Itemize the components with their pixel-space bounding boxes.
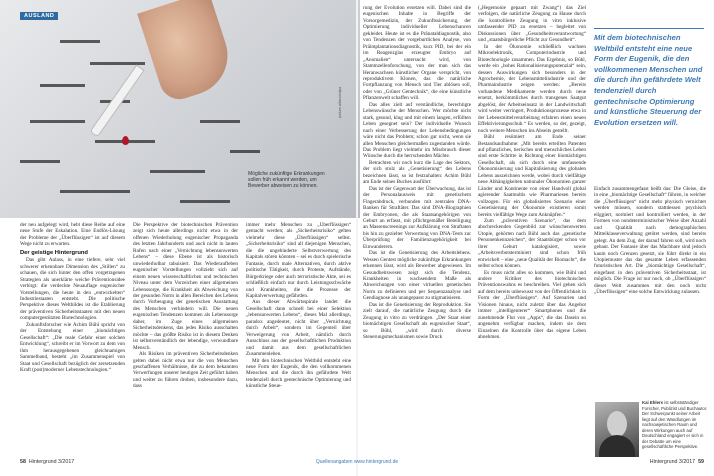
page-gutter bbox=[356, 0, 358, 476]
author-name: Kai Ehlers bbox=[642, 400, 664, 405]
paragraph: Das ist die Genetisierung des Arbeitslebens. Wessen Gentest mögliche zukünftige Erkrankungen erkennen lässt, wird als Bewerber abgewiesen. Im Gesundheitswesen zeigt sich die Tendenz, Krankheiten in wachsendem Maße als Abweichungen von einer virtuellen genetischen Norm zu definieren und per Sequenzanalyse und Gendiagnose als unangepasst zu stigmatisieren. bbox=[363, 250, 471, 302]
author-photo bbox=[595, 402, 639, 457]
paragraph: rung der Evolution ersetzen will. Dabei sind die eugenischen Inhalte in Begriffe der Vorsorgemedizin, der Zukunftssicherung, der Optimierung individueller Lebenschancen gekleidet. Heute ist es die Pränataldiagnostik, also von Tendenzen der vorgeburtlichen Analyse, von Präimplantationsdiagnostik, kurz PID, bei der ein im Reagenzglas erzeugter Embryo auf „Anomalien“ untersucht wird, von Stammzellenforschung, von der man sich das Heranwachsen künstlicher Organe verspricht, von reproduktivem Klonen, das die natürliche Fortpflanzung von Mensch und Tier ablösen soll, oder von „Grüner Gentechnik“, die eine künstliche Pflanzenwelt schaffen will. bbox=[363, 5, 471, 102]
author-bio-text: ist selbstständiger Forscher, Publizist und Buchautor. Der Schwerpunkt seiner Arbeit liegt auf den Wandlungen im nachsowjetischen Raum und deren Wirkungen auch auf Deutschland engagiert er sich in der Debatte um eine gesellschaftliche Perspektive. bbox=[642, 400, 708, 449]
paragraph: Bühl resümiert am Ende seiner Bestandsaufnahme: „Mit bereits erteilten Patenten auf pflanzliches, tierisches und menschliches Leben sind erste Schritte in Richtung einer biomächtigen Gesellschaft, als sich durch eine umfassende Ökonomisierung und Kapitalisierung des globalen Lebens auszeichnen werde, wobei durch vielfältige neue Abhängigkeiten nationaler Ökonomien ganzer Länder und Kontinente von einer Handvoll global agierender Saatmultis wie Pharmariesen bereits vollzogen. Für ein globalisiertes Szenario einer Genetisierung der Ökonomie existieren somit bereits vielfältige Wege zum Anknüpfen.“ bbox=[478, 134, 586, 218]
page-number-right: 59 bbox=[698, 459, 704, 465]
paragraph: Einfach zusammengefasst heißt das: Die Gleise, die in eine „biomächtige Gesellschaft“ führen, in welcher die „Überflüssigen“ nicht mehr physisch vernichtet werden müssen, sondern stattdessen psychisch eliggiert, normiert und kontrolliert werden, in der Formen von nondeterministischer Weise über Anzahl und Qualität nach demographischen Mittelklasseverwaltung getötet werden, sind bereits gelegt. An dem Zug, der darauf fahren soll, wird noch gebaut. Der Fantasie über das Machbare sind jedoch kaum noch Grenzen gesetzt, sie führt direkt in ein Utopiemuster das das gesamte Leben erfassenden futuristischen Art. Die „biomächtige Gesellschaft“, eingefasst in den präventiven Sicherheitsstaat, ist möglich. Die Frage ist nur noch, ob „Überflüssigen“ dieser Welt zusammen mit den noch nicht „Überflüssigen“ eine solche Entwicklung zulassen. bbox=[594, 186, 706, 296]
gel-band bbox=[200, 120, 240, 123]
paragraph: Mit den biotechnischen Weltbild entsteht eine neue Form der Eugenik, die den vollkommenen Menschen und die durch ihn gefährdete Welt tendenziell durch gentechnische Optimierung und künstliche Steue- bbox=[246, 357, 351, 390]
gel-band bbox=[40, 84, 85, 87]
column-2 bbox=[133, 222, 238, 454]
gel-band bbox=[150, 170, 205, 173]
gel-band bbox=[20, 160, 60, 163]
subheading: Der geistige Hintergrund bbox=[20, 249, 88, 256]
paragraph: Es muss nicht alles so kommen, wie Bühl und andere Kritiker des biotechnischen Präventionswahns es beschreiben. Viel gehen sich auf dem bereits unbewusst von der Öffentlichkeit in Form der „Überflüssigen“. Auf Szenarien und Visionen hinaus, nicht zuletzt über das Angebot immer „intelligenterer“ Smartphones und die zunehmende Flut von „Apps“, die das Dasein so angenehm verfügbar machen, indem sie dem Einzelnen die Kontrolle über das eigene Leben abnehmen. bbox=[478, 269, 586, 341]
issue-left: Hintergrund 3/2017 bbox=[28, 459, 75, 465]
gel-band bbox=[180, 200, 230, 203]
pullquote-rule bbox=[594, 28, 704, 29]
paragraph: Aus dieser Abwärtsspirale landet die Gesellschaft dann schnell bei einer Selektion „lebensunwerten Lebens“, dieses Mal allerdings, paradox angedeutet, nicht über „Vernichtung durch Arbeit“, sondern im Gegenteil über Verweigerung von Arbeit, nämlich durch Ausschluss aus der gesellschaftlichen Produktion und damit aus dem gesellschaftlichen Zusammenleben. bbox=[246, 299, 351, 358]
paragraph: Betrachten wir noch kurz die Lage des Sektors, der sich stolz als „Genetisierung“ des Lebens bezeichnen lässt, so ist festzuhalten: Achim Bühl am Ende seines Buches ausführt: bbox=[363, 159, 471, 186]
photo-caption: Mögliche zukünftige Erkrankungen sollen früh erkannt werden, um Bewerber abweisen zu können. bbox=[248, 171, 325, 190]
paragraph: immer mehr Menschen zu „Überflüssigen“ gemacht werden; als „Sicherheitsrisiko“ gelten vielmehr diese „Überflüssigen“ selbst. „Sicherheitsrisiko“ sind all diejenigen Menschen, die die ungehinderte Selbstverwertung des Kapitals stören könnten – sei es durch spielerische Fantasie, durch male Alternativen, durch aktive politische Tätigkeit, durch Proteste, Aufstände, Bürgerkriege oder auch terroristische Akte, sei es schließlich einfach nur durch Leistungsschwäche und Krankheiten, die die Prozesse der Kapitalverwertung gefährden. bbox=[246, 222, 351, 299]
column-5 bbox=[478, 5, 586, 455]
gel-band bbox=[60, 40, 100, 43]
column-4 bbox=[363, 5, 471, 455]
footer-center-link[interactable]: Quellenangaben www.hintergrund.de bbox=[315, 459, 399, 465]
photo-credit: picture-alliance/dpa bbox=[338, 86, 342, 118]
paragraph: Das alles zielt auf verständliche, berechtigte Lebenswünsche der Menschen. Wer möchte nicht stark, gesund, klug und mit einem langen, erfüllten Leben gesegnet sein? Der individuelle Wunsch nach einer Verbesserung der Lebensbedingungen wäre nicht das Problem; schon gar nicht, wenn sie allen Menschen gleichermaßen zugestanden würde. Das Problem liegt vielmehr im Missbrauch dieser Wünsche durch die herrschenden Mächte. bbox=[363, 101, 471, 160]
paragraph: Das gibt Anlass, in eine tiefere, sehr viel schwerer erkennbare Dimension des „Stillen“ zu schauen, die sich hinter den offen vorgetragenen Strategien als unerklärte weiche Präventionsidee verbirgt: die verdeckte Neuauflage eugenischer Vorstellungen, die heute in den „entwickelten“ Industriestaaten entsteht. Die politische Perspektive dieses Weltbildes ist die Etablierung der präventiven Sicherheitsstaaten mit den neuen computergestützten Biotechnologien. bbox=[20, 257, 125, 322]
paragraph: Zum „präventiven Szenario“, das dem abschreckenden Gegenbild zur wünschenswerten Utopie, gehörten nach Bühl auch das „genetische Personenkennzeichen“, der Staatsbürger schon vor ihrer Geburt katalogisiert, sowie „Arbeitsverbotsterminiert sind schon früh entwickelt – eine „neue Qualität der Biomacht“, die selbst schon können. bbox=[478, 217, 586, 270]
issue-right: Hintergrund 3/2017 bbox=[649, 459, 696, 465]
page-number-left: 58 bbox=[20, 459, 26, 465]
pipette-image bbox=[89, 65, 144, 138]
column-1 bbox=[20, 222, 125, 454]
article-photo bbox=[0, 0, 360, 218]
footer-left bbox=[20, 459, 74, 465]
gloved-hand-image bbox=[137, 0, 238, 104]
column-3 bbox=[246, 222, 351, 454]
footer-right bbox=[650, 459, 704, 465]
paragraph: Zukunftsforscher wie Achim Bühl spricht von der Entstehung einer „biomächtigen Gesellschaft“: „Die reale Gefahr einer solchen Entwicklung“, schreibt er im Vorwort zu dem von ihm herausgegebenen gleichnamigen Sammelband, besteht „im Zusammenspiel von Staat und Gesellschaft bezüglich der zersetzenden Kraft (post)moderner Lebenstechnologien.“ bbox=[20, 321, 125, 373]
paragraph: („Hegemonie gepaart mit Zwang“) das Ziel verfolgen, die natürliche Zeugung zu Hause durch die kontrollierte Zeugung in vitro inklusive umfassender PID zu ersetzen – begleitet von Diskussionen über „Gesundheitsverantwortung“ und „staatsbürgerliche Pflicht zur Gesundheit“. bbox=[478, 5, 586, 44]
paragraph: der neu aufgelegt wird, hebt diese Reihe auf eine neue Stufe der Eskalation. Eine Endlös-Lösung der Probleme der „Überflüssigen“ ist auf diesem Wege nicht zu erwarten. bbox=[20, 222, 125, 248]
paragraph: Das ist die Genetisierung der Reproduktion. Sie zielt darauf, die natürliche Zeugung durch die Zeugung in vitro zu verdrängen. „Der Staat einer biomächtigen Gesellschaft als eugenischer Staat“, so Bühl, „wird durch diverse Steuerungsmechanismen sowie Druck bbox=[363, 301, 471, 341]
paragraph: Das ist der Gegenwart der Überwachung, das ist der Personalausweis mit genetischem Fingerabdruck, verbunden mit zentralen DNA-Banken für Straftäter. Das sind DNA-Biographien der Embryonen, die als Staatsangehörigen von Geburt an erfasst, mit pflichtgemäßer Beteiligung an Massenscreenings zur Aufklärung von Straftaten bis hin zu gezielter Verwertung von DNA-Tests zur Überprüfung der Familienzugehörigkeit bei Einwanderern. bbox=[363, 185, 471, 250]
section-tag: AUSLAND bbox=[20, 12, 58, 20]
pullquote: Mit dem biotechnischen Weltbild entsteht eine neue Form der Eugenik, die den vollkommenen Menschen und die durch ihn gefährdete Welt tendenziell durch gentechnische Optimierung und künstliche Steuerung der Evolution ersetzen will. bbox=[594, 33, 703, 127]
gel-band bbox=[230, 150, 260, 153]
paragraph: In der Ökonomie schließlich wachsen Mikroelektronik, Computerindustrie und Biotechnologie zusammen. Das Ergebnis, so Bühl, werde ein „hohes Rationalisierungspotenzial“ sein, dessen Auswirkungen sich besonders in der Agrochemie, der Lebensmittelindustrie und der Pharmaindustrie zeigen werden: „Bereits vorhandene Medikamente werden durch neue ersetzt, herkömmliches durch transgenes Saatgut abgelöst, der Arbeitseinsatz in der Landwirtschaft wird weiter verringert, Produktionsprozesse etwa in der Lebensmittelverarbeitung erfahren einen neuen Effektivierungsschub.“ Es werden, so der, gezeigt, noch weitere Menschen ins Abseits gestellt. bbox=[478, 43, 586, 134]
gel-band bbox=[60, 190, 130, 193]
gel-band bbox=[30, 120, 85, 123]
column-6 bbox=[594, 186, 706, 396]
paragraph: Die Perspektive der biotechnischen Prävention zeigt sich heute allerdings nicht etwa in der offenen Wiederholung eugenischer Propaganda des letzten Jahrhunderts und auch nicht in lauten Rufen nach einer „Vernichtung lebensunwerten Lebens“ – diese Ebene ist als historisch unwiederholbar tabuisiert. Das Wiederaufleben eugenischer Vorstellungen vollzieht sich auf einem neuen wissenschaftlichen und technischen Niveau unter dem Vorzeichen einer allgemeinen Lebenssorge, die Krankheit als Abweichung von der gesunden Norm in allen Bereichen des Lebens durch Vorbeugung der genetischen Ausstattung des Menschen verhindern will. Die neuen eugenischen Tendenzen kommen als Lebenssorge daher, im Zuge eines allgemeinen Sicherheitsdenkens, das jedes Risiko ausschalten möchte – das größte Risiko ist in diesem Denken ist selbstverständlich der lebendige, verwundbare Mensch. bbox=[133, 222, 238, 351]
author-bio bbox=[642, 400, 708, 450]
paragraph: Als Risiken im präventiven Sicherheitsdenken gelten dabei nicht etwa nur die von Menschen geschaffenen Verhältnisse, die zu dem bekannten Verwerfungen unserer heutigen Zeit geführt haben und weiter zu führen drohen, insbesondere dazu, dass bbox=[133, 351, 238, 390]
blood-drop-image bbox=[122, 136, 129, 145]
